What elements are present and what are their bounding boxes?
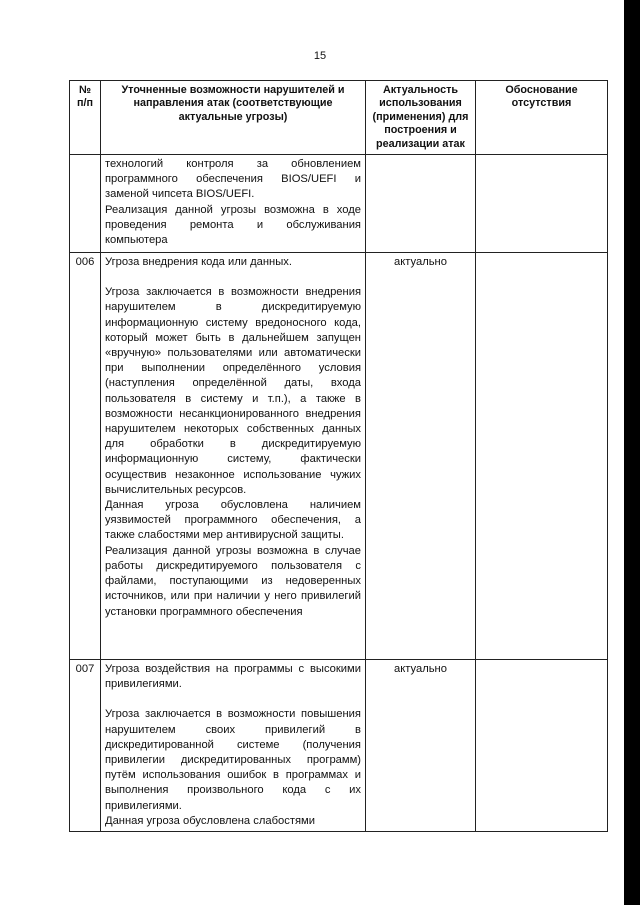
table-row [70,253,608,660]
description-paragraph: Данная угроза обусловлена наличием уязвимостей программного обеспечения, а также слабостями мер антивирусной защиты. [105,499,361,542]
row-justification [476,155,608,253]
row-justification [476,253,608,660]
row-number: 007 [70,660,101,832]
row-justification [476,660,608,832]
description-paragraph: Угроза заключается в возможности повышения нарушителем своих привилегий в дискредитированной системе (получения привилегии дискредитированных программ) путём использования ошибок в программах и выполнения произвольного кода с их привилегиями. [105,708,361,812]
row-number [70,155,101,253]
row-relevance: актуально [366,660,476,832]
paragraph-spacer [105,692,361,707]
row-relevance [366,155,476,253]
scan-edge [624,0,640,905]
row-number: 006 [70,253,101,660]
description-paragraph: технологий контроля за обновлением программного обеспечения BIOS/UEFI и заменой чипсета BIOS/UEFI. [105,158,361,201]
paragraph-spacer [105,270,361,285]
header-relevance: Актуальность использования (применения) для построения и реализации атак [366,81,476,155]
row-relevance: актуально [366,253,476,660]
table-row [70,155,608,253]
row-description [101,253,366,660]
description-paragraph: Угроза внедрения кода или данных. [105,256,292,269]
header-capabilities: Уточненные возможности нарушителей и направления атак (соответствующие актуальные угрозы) [101,81,366,155]
header-justification: Обоснование отсутствия [476,81,608,155]
description-paragraph: Реализация данной угрозы возможна в случае работы дискредитируемого пользователя с файлами, поступающими из недоверенных источников, или при наличии у него привилегий установки программного обеспечения [105,544,361,618]
page-number: 15 [313,50,327,62]
description-paragraph: Реализация данной угрозы возможна в ходе проведения ремонта и обслуживания компьютера [105,203,361,247]
description-paragraph: Данная угроза обусловлена слабостями [105,814,315,827]
table-header-row [70,81,608,155]
row-description [101,155,366,253]
description-paragraph: Угроза воздействия на программы с высокими привилегиями. [105,663,361,691]
row-description [101,660,366,832]
threats-table [69,80,608,832]
description-paragraph: Угроза заключается в возможности внедрения нарушителем в дискредитируемую информационную систему вредоносного кода, который может быть в дальнейшем запущен «вручную» пользователями или автоматически при выполнении определённого условия (наступления определённой даты, входа пользователя в систему и т.п.), а также в возможности несанкционированного внедрения нарушителем некоторых собственных данных для обработки в дискредитируемую информационную систему, фактически осуществив незаконное использование чужих вычислительных ресурсов. [105,286,361,496]
table-row [70,660,608,832]
header-number: № п/п [70,81,101,155]
